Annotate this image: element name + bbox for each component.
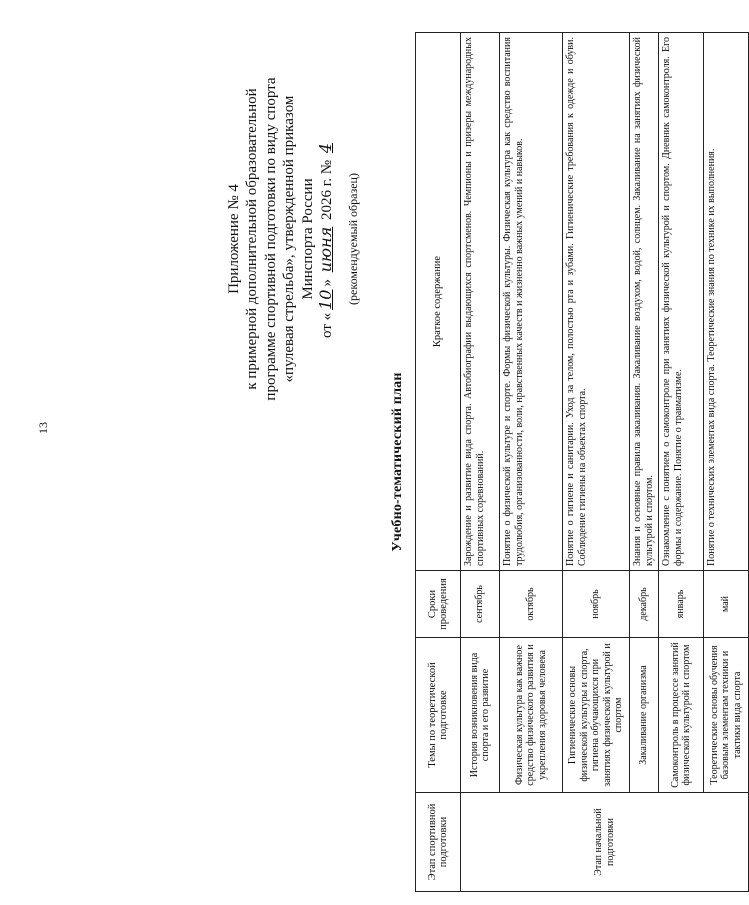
appendix-heading [225,34,363,444]
term-cell: ноябрь [563,571,630,638]
date-month: июня [316,226,336,273]
term-cell: май [704,571,749,638]
header-topic: Темы по теоретической подготовке [416,638,461,793]
order-number: 4 [316,143,336,154]
page-number: 13 [36,422,50,434]
heading-line-4: Минспорта России [299,178,316,300]
topic-cell: Закаливание организма [630,638,659,793]
table-row [563,33,630,892]
appendix-number: Приложение № 4 [226,184,242,294]
heading-line-1: к примерной дополнительной образовательной [244,88,261,390]
topic-cell: Гигиенические основы физической культуры и спорта, гигиена обучающихся при занятиях физической культурой и спортом [563,638,630,793]
content-cell: Ознакомление с понятием о самоконтроле при занятиях физической культурой и спортом. Дневник самоконтроля. Его формы и содержание. Понятие о травматизме. [659,33,704,571]
topic-cell: Самоконтроль в процессе занятий физической культурой и спортом [659,638,704,793]
date-day: 10 [316,289,336,310]
study-plan-table [415,32,749,892]
table-row [630,33,659,892]
term-cell: октябрь [500,571,563,638]
content-cell: Понятие о физической культуре и спорте. Формы физической культуры. Физическая культура как средство воспитания трудолюбия, организованности, воли, нравственных качеств и жизненно важных умений и навыков. [500,33,563,571]
content-cell: Понятие о технических элементах вида спорта. Теоретические знания по технике их выполнения. [704,33,749,571]
content-cell: Знания и основные правила закаливания. Закаливание воздухом, водой, солнцем. Закаливание на занятиях физической культурой и спортом. [630,33,659,571]
term-cell: сентябрь [461,571,500,638]
topic-cell: Физическая культура как важное средство физического развития и укрепления здоровья человека [500,638,563,793]
content-cell: Понятие о гигиене и санитарии. Уход за телом, полостью рта и зубами. Гигиенические требования к одежде и обуви. Соблюдение гигиены на объектах спорта. [563,33,630,571]
table-row [461,33,500,892]
document-title: Учебно-тематический план [390,372,405,552]
table-row [704,33,749,892]
rotated-content [225,32,743,892]
table-row [659,33,704,892]
term-cell: декабрь [630,571,659,638]
header-stage: Этап спортивной подготовки [416,793,461,892]
header-term: Сроки проведения [416,571,461,638]
heading-line-2: программе спортивной подготовки по виду спорта [262,77,279,401]
date-year: 2026 г. № [319,159,336,220]
table-row [500,33,563,892]
stage-cell: Этап начальной подготовки [461,793,749,892]
date-prefix: от « [319,312,336,338]
header-content: Краткое содержание [416,33,461,571]
heading-line-3: «пулевая стрельба», утвержденной приказом [281,95,298,383]
term-cell: январь [659,571,704,638]
table-header-row [416,33,461,892]
topic-cell: История возникновения вида спорта и его развитие [461,638,500,793]
recommended-note: (рекомендуемый образец) [346,173,361,305]
content-cell: Зарождение и развитие вида спорта. Автобиографии выдающихся спортсменов. Чемпионы и призеры международных спортивных соревнований. [461,33,500,571]
topic-cell: Теоретические основы обучения базовым элементам техники и тактики вида спорта [704,638,749,793]
order-date [317,140,336,338]
date-mid: » [319,279,336,287]
